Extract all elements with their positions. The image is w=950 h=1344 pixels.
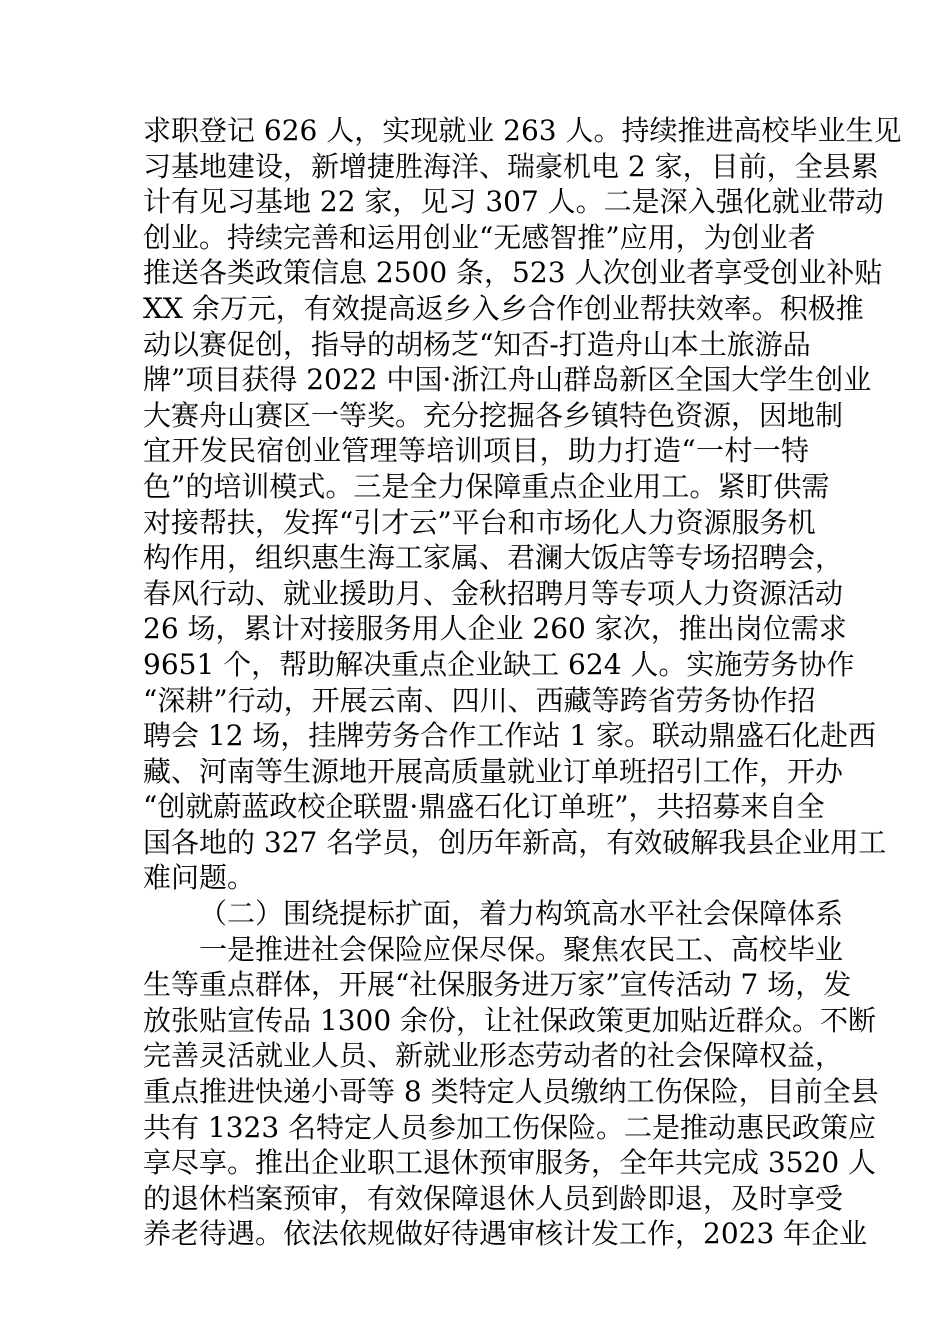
text-line: 求职登记 626 人，实现就业 263 人。持续推进高校毕业生见 [143,114,902,147]
text-line: 重点推进快递小哥等 8 类特定人员缴纳工伤保险，目前全县 [143,1075,879,1109]
text-line: 9651 个，帮助解决重点企业缺工 624 人。实施劳务协作 [143,647,855,681]
text-line: 色”的培训模式。三是全力保障重点企业用工。紧盯供需 [143,469,830,503]
text-line: 宜开发民宿创业管理等培训项目，助力打造“一村一特 [143,434,809,468]
text-line: 构作用，组织惠生海工家属、君澜大饭店等专场招聘会， [143,541,844,575]
text-line: 对接帮扶，发挥“引才云”平台和市场化人力资源服务机 [143,505,816,539]
text-line: 藏、河南等生源地开展高质量就业订单班招引工作，开办 [143,754,844,788]
text-line: 完善灵活就业人员、新就业形态劳动者的社会保障权益， [143,1039,844,1073]
text-line: 放张贴宣传品 1300 余份，让社保政策更加贴近群众。不断 [143,1003,877,1037]
document-body [143,113,902,1252]
paragraph [143,113,902,896]
text-line: 动以赛促创，指导的胡杨芝“知否-打造舟山本土旅游品 [143,327,811,361]
text-line: 大赛舟山赛区一等奖。充分挖掘各乡镇特色资源，因地制 [143,398,844,432]
text-line: 计有见习基地 22 家，见习 307 人。二是深入强化就业带动 [143,185,884,219]
text-line: 牌”项目获得 2022 中国·浙江舟山群岛新区全国大学生创业 [143,363,872,397]
text-line: 享尽享。推出企业职工退休预审服务，全年共完成 3520 人 [143,1146,877,1180]
text-line: （二）围绕提标扩面，着力构筑高水平社会保障体系 [199,897,844,931]
text-line: 养老待遇。依法依规做好待遇审核计发工作，2023 年企业 [143,1217,868,1251]
text-line: “创就蔚蓝政校企联盟·鼎盛石化订单班”，共招募来自全 [143,790,825,824]
text-line: 聘会 12 场，挂牌劳务合作工作站 1 家。联动鼎盛石化赴西 [143,719,877,753]
section-heading [143,896,844,932]
text-line: 一是推进社会保险应保尽保。聚焦农民工、高校毕业 [199,932,844,966]
text-line: 生等重点群体，开展“社保服务进万家”宣传活动 7 场，发 [143,968,852,1002]
text-line: “深耕”行动，开展云南、四川、西藏等跨省劳务协作招 [143,683,816,717]
text-line: 春风行动、就业援助月、金秋招聘月等专项人力资源活动 [143,576,844,610]
text-line: 26 场，累计对接服务用人企业 260 家次，推出岗位需求 [143,612,847,646]
text-line: 推送各类政策信息 2500 条，523 人次创业者享受创业补贴 [143,256,883,290]
paragraph [143,932,879,1252]
text-line: XX 余万元，有效提高返乡入乡合作创业帮扶效率。积极推 [143,291,864,325]
text-line: 创业。持续完善和运用创业“无感智推”应用，为创业者 [143,220,816,254]
text-line: 习基地建设，新增捷胜海洋、瑞豪机电 2 家，目前，全县累 [143,149,879,183]
text-line: 的退休档案预审，有效保障退休人员到龄即退，及时享受 [143,1181,844,1215]
text-line: 国各地的 327 名学员，创历年新高，有效破解我县企业用工 [143,825,887,859]
text-line: 难问题。 [143,861,256,895]
text-line: 共有 1323 名特定人员参加工伤保险。二是推动惠民政策应 [143,1110,877,1144]
